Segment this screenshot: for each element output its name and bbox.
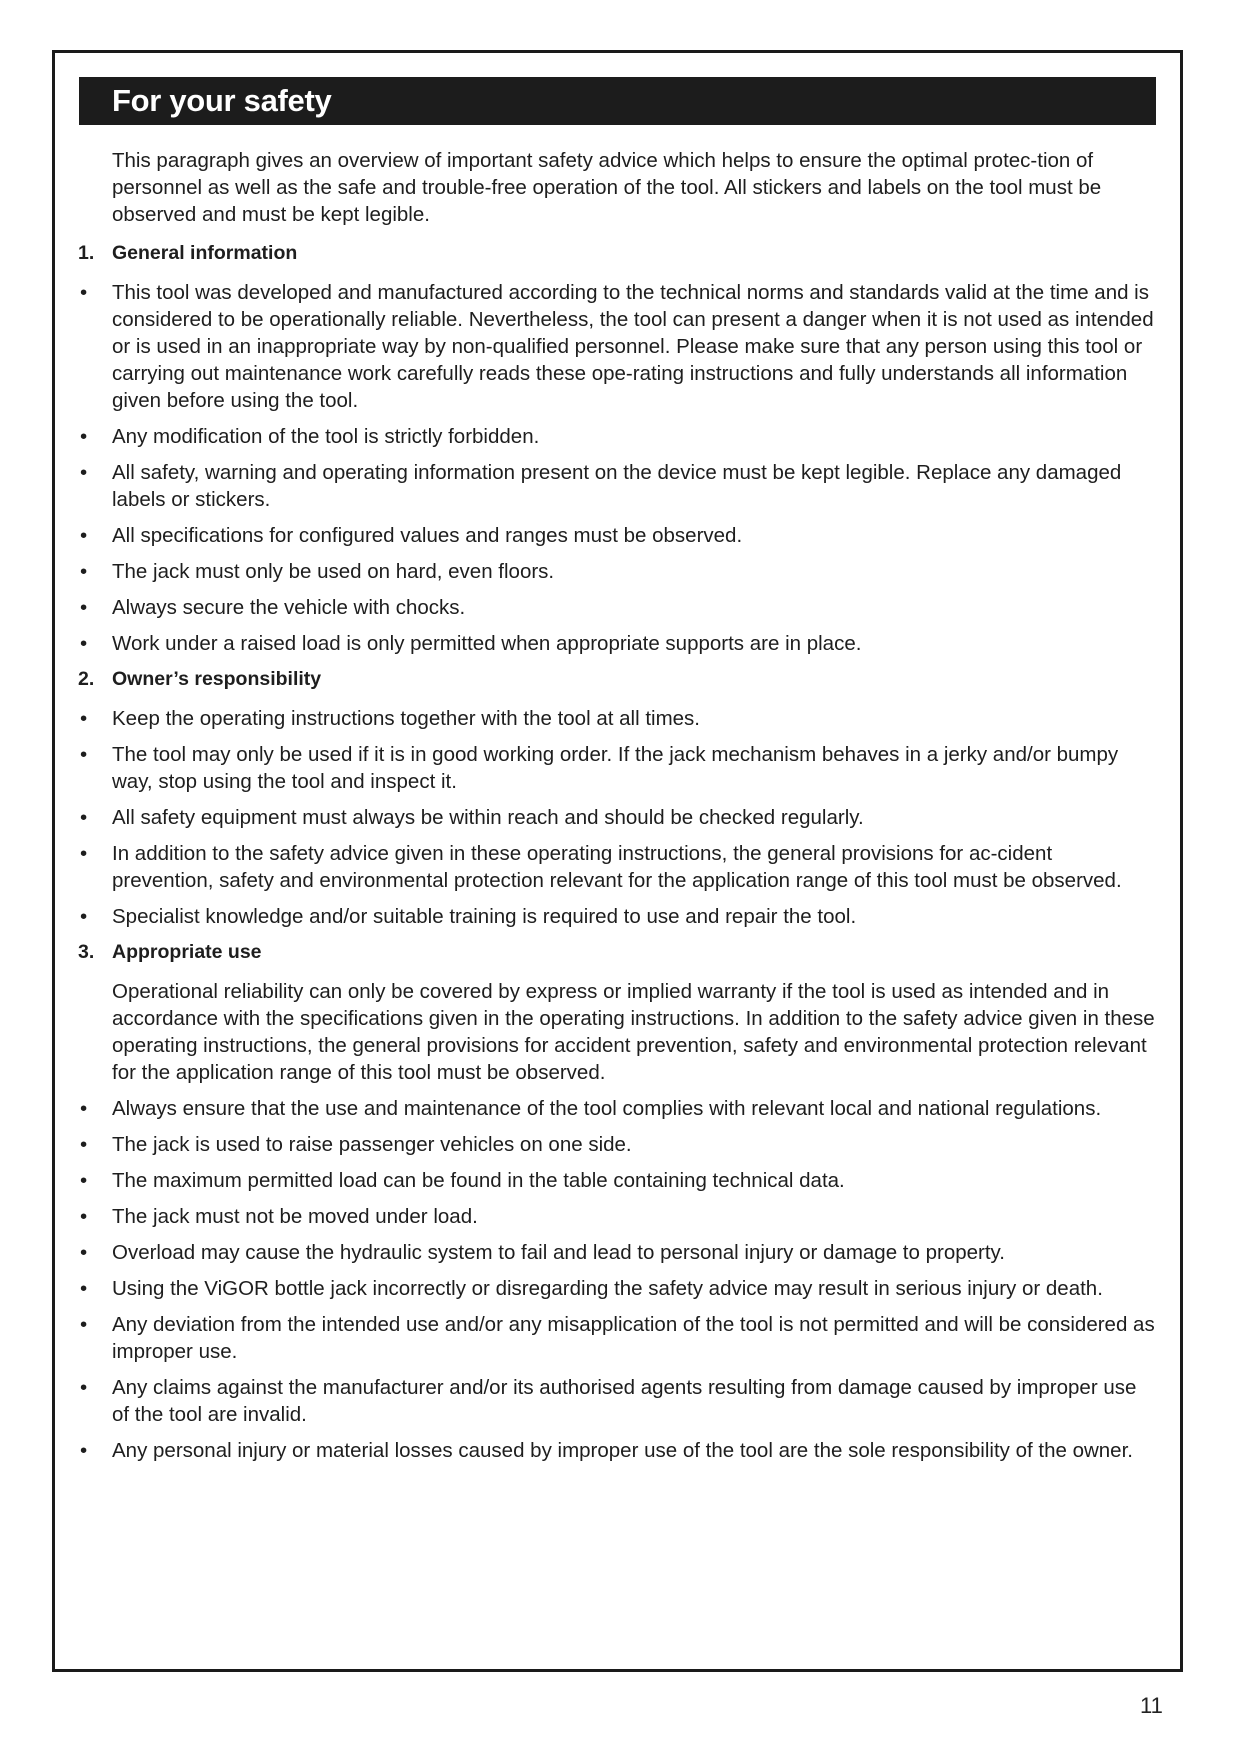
page-frame xyxy=(52,50,1183,1672)
bullet-icon: • xyxy=(80,632,88,655)
bullet-icon: • xyxy=(80,425,88,448)
bullet-icon: • xyxy=(80,905,88,928)
list-item-text: Any modification of the tool is strictly forbidden. xyxy=(112,425,540,448)
list-item xyxy=(78,558,1158,585)
safety-content xyxy=(78,147,1158,1473)
page-number: 11 xyxy=(1140,1693,1163,1718)
section-title: Appropriate use xyxy=(112,941,262,963)
section-heading xyxy=(78,240,1158,267)
list-item xyxy=(78,630,1158,657)
list-item-text: All safety equipment must always be within reach and should be checked regularly. xyxy=(112,806,864,829)
list-item-text: The jack must not be moved under load. xyxy=(112,1205,478,1228)
list-item xyxy=(78,741,1158,795)
section-number: 2. xyxy=(78,668,95,690)
list-item-text: Work under a raised load is only permitted when appropriate supports are in place. xyxy=(112,632,862,655)
section-general-information xyxy=(78,240,1158,657)
list-item xyxy=(78,1437,1158,1464)
bullet-icon: • xyxy=(80,707,88,730)
bullet-icon: • xyxy=(80,743,88,766)
list-item xyxy=(78,594,1158,621)
list-item-text: This tool was developed and manufactured according to the technical norms and standards valid at the time and is considered to be operationally reliable. Nevertheless, the tool can present a danger when it is not used as intended or is used in an inappropriate way by non-qualified personnel. Please make sure that any person using this tool or carrying out maintenance work carefully reads these ope-rating instructions and fully understands all information given before using the tool. xyxy=(112,281,1154,412)
list-item xyxy=(78,804,1158,831)
list-item-text: Any deviation from the intended use and/or any misapplication of the tool is not permitted and will be considered as improper use. xyxy=(112,1313,1155,1363)
list-item-text: Any personal injury or material losses caused by improper use of the tool are the sole responsibility of the owner. xyxy=(112,1439,1133,1462)
bullet-icon: • xyxy=(80,1133,88,1156)
bullet-icon: • xyxy=(80,806,88,829)
list-item xyxy=(78,1095,1158,1122)
list-item-text: All safety, warning and operating information present on the device must be kept legible. Replace any damaged labels or stickers. xyxy=(112,461,1122,511)
list-item xyxy=(78,705,1158,732)
list-item xyxy=(78,1203,1158,1230)
list-item xyxy=(78,459,1158,513)
page-title: For your safety xyxy=(112,83,332,118)
section-appropriate-use xyxy=(78,939,1158,1464)
bullet-icon: • xyxy=(80,1205,88,1228)
list-item xyxy=(78,1131,1158,1158)
section-owners-responsibility xyxy=(78,666,1158,930)
bullet-icon: • xyxy=(80,842,88,865)
list-item xyxy=(78,1275,1158,1302)
bullet-icon: • xyxy=(80,1439,88,1462)
section-paragraph: Operational reliability can only be covered by express or implied warranty if the tool is used as intended and in accordance with the specifications given in the operating instructions. In addition to the safety advice given in these operating instructions, the general provisions for accident prevention, safety and environmental protection relevant for the application range of this tool must be observed. xyxy=(112,980,1155,1084)
bullet-icon: • xyxy=(80,560,88,583)
list-item-text: The maximum permitted load can be found in the table containing technical data. xyxy=(112,1169,845,1192)
title-bar xyxy=(79,77,1156,125)
list-item xyxy=(78,903,1158,930)
bullet-icon: • xyxy=(80,1376,88,1399)
list-item-text: Keep the operating instructions together with the tool at all times. xyxy=(112,707,701,730)
list-item-text: The jack is used to raise passenger vehicles on one side. xyxy=(112,1133,632,1156)
list-item xyxy=(78,1239,1158,1266)
section-heading xyxy=(78,939,1158,966)
intro-paragraph: This paragraph gives an overview of important safety advice which helps to ensure the optimal protec-tion of personnel as well as the safe and trouble-free operation of the tool. All stickers and labels on the tool must be observed and must be kept legible. xyxy=(112,149,1102,226)
list-item xyxy=(78,522,1158,549)
section-number: 3. xyxy=(78,941,95,963)
list-item xyxy=(78,840,1158,894)
list-item xyxy=(78,1167,1158,1194)
list-item xyxy=(78,1374,1158,1428)
list-item-text: Any claims against the manufacturer and/or its authorised agents resulting from damage caused by improper use of the tool are invalid. xyxy=(112,1376,1137,1426)
bullet-icon: • xyxy=(80,461,88,484)
list-item-text: Specialist knowledge and/or suitable training is required to use and repair the tool. xyxy=(112,905,857,928)
list-item-text: Always ensure that the use and maintenance of the tool complies with relevant local and national regulations. xyxy=(112,1097,1102,1120)
list-item xyxy=(78,1311,1158,1365)
section-number: 1. xyxy=(78,242,95,264)
list-item-text: All specifications for configured values and ranges must be observed. xyxy=(112,524,743,547)
bullet-icon: • xyxy=(80,1313,88,1336)
list-item xyxy=(78,279,1158,414)
bullet-icon: • xyxy=(80,1277,88,1300)
bullet-icon: • xyxy=(80,1097,88,1120)
section-heading xyxy=(78,666,1158,693)
bullet-icon: • xyxy=(80,596,88,619)
bullet-icon: • xyxy=(80,281,88,304)
list-item-text: Always secure the vehicle with chocks. xyxy=(112,596,466,619)
list-item-text: In addition to the safety advice given in these operating instructions, the general provisions for ac-cident prevention, safety and environmental protection relevant for the application range of this tool must be observed. xyxy=(112,842,1122,892)
section-title: General information xyxy=(112,242,298,264)
section-title: Owner’s responsibility xyxy=(112,668,322,690)
list-item-text: Overload may cause the hydraulic system to fail and lead to personal injury or damage to property. xyxy=(112,1241,1005,1264)
bullet-icon: • xyxy=(80,1169,88,1192)
list-item xyxy=(78,423,1158,450)
list-item-text: The tool may only be used if it is in good working order. If the jack mechanism behaves in a jerky and/or bumpy way, stop using the tool and inspect it. xyxy=(112,743,1119,793)
bullet-icon: • xyxy=(80,1241,88,1264)
bullet-icon: • xyxy=(80,524,88,547)
list-item-text: The jack must only be used on hard, even floors. xyxy=(112,560,555,583)
list-item-text: Using the ViGOR bottle jack incorrectly or disregarding the safety advice may result in serious injury or death. xyxy=(112,1277,1103,1300)
